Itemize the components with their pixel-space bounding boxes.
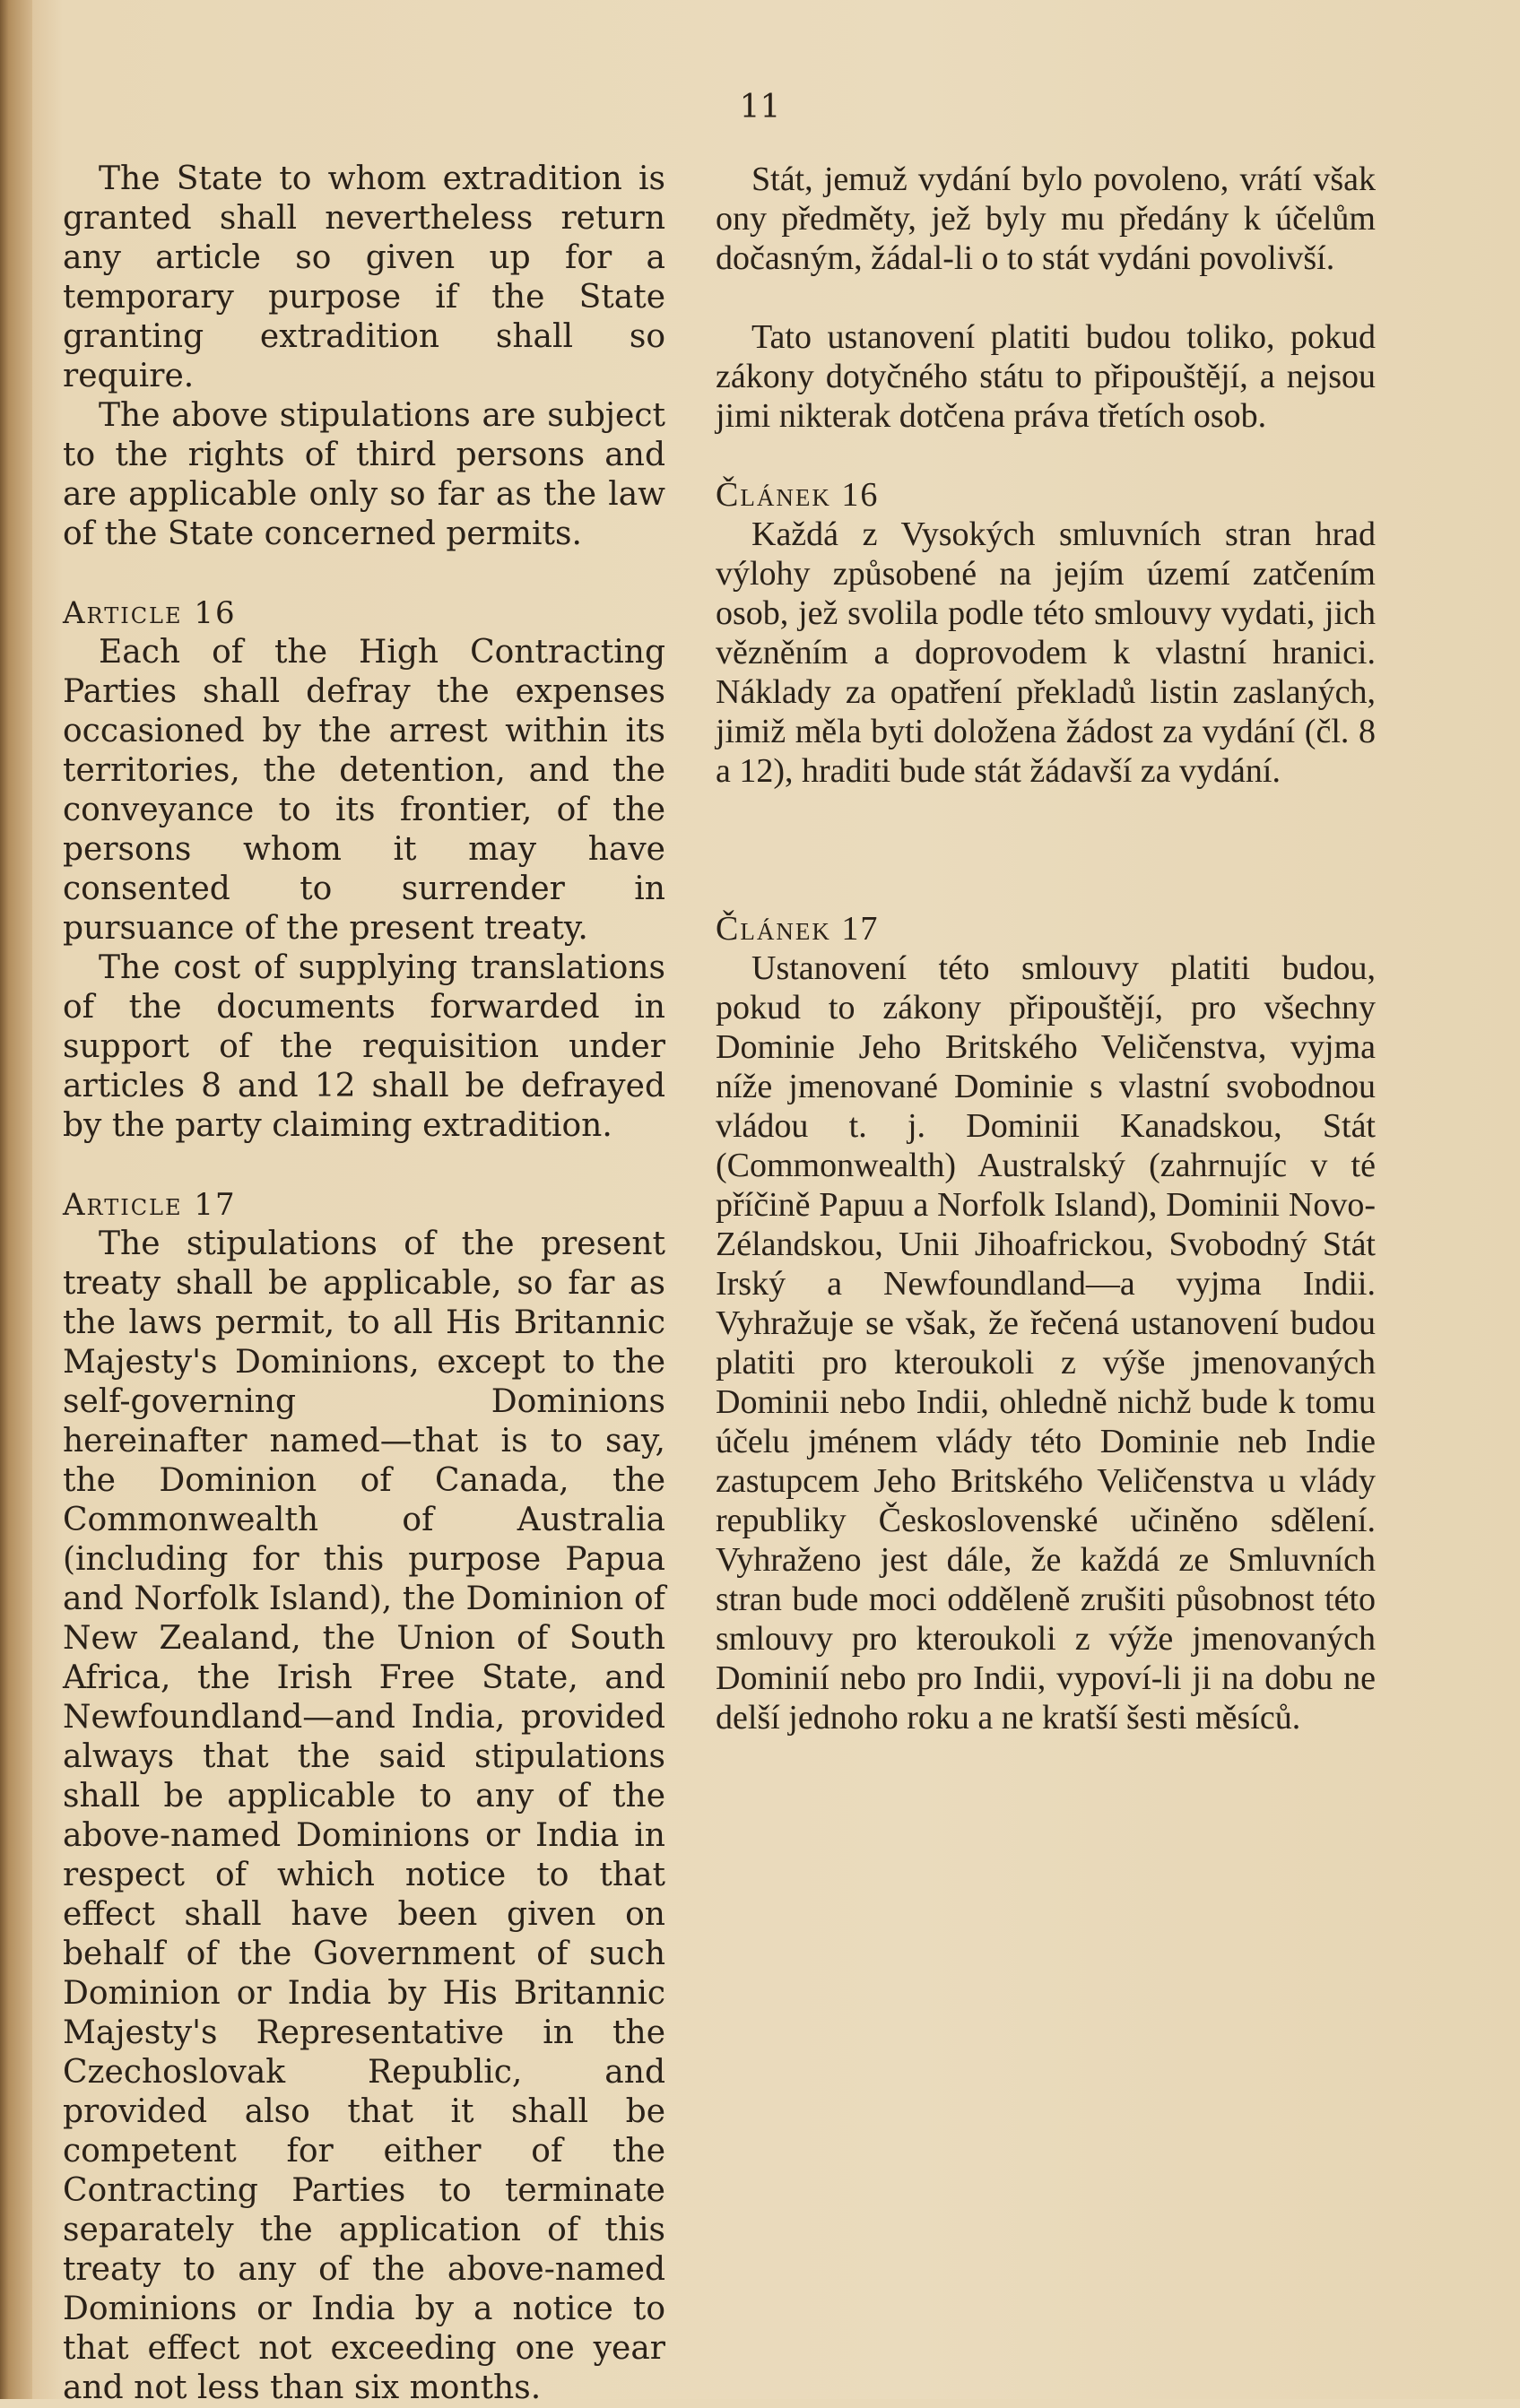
czech-article-16-paragraph-1: Každá z Vysokých smluvních stran hrad výlohy způsobené na jejím území zatčením osob, jež svolila podle této smlouvy vydati, jich vězněním a doprovodem k vlastní hranici. Náklady za opatření překladů listin zaslaných, jimiž měla byti doložena žádost za vydání (čl. 8 a 12), hraditi bude stát žádavší za vydání.	[716, 515, 1376, 790]
english-article-15-paragraph-2: The above stipulations are subject to the rights of third persons and are applicable only so far as the law of the State concerned permits.	[63, 397, 665, 552]
english-article-16-paragraph-2: The cost of supplying translations of the documents forwarded in support of the requisition under articles 8 and 12 shall be defrayed by the party claiming extradition.	[63, 949, 665, 1144]
book-binding-edge	[0, 0, 32, 2399]
czech-column	[716, 160, 1376, 1737]
czech-article-16-heading: Článek 16	[716, 476, 880, 514]
czech-article-17-heading: Článek 17	[716, 910, 880, 948]
english-article-15-paragraph-1: The State to whom extradition is granted shall nevertheless return any article so given up for a temporary purpose if the State granting extradition shall so require.	[63, 160, 665, 394]
czech-article-15-paragraph-2: Tato ustanovení platiti budou toliko, pokud zákony dotyčného státu to připouštějí, a nejsou jimi nikterak dotčena práva třetích osob.	[716, 318, 1376, 435]
english-article-17-heading: Article 17	[63, 1187, 237, 1223]
czech-article-17-paragraph-1: Ustanovení této smlouvy platiti budou, pokud to zákony připouštějí, pro všechny Dominie Jeho Britského Veličenstva, vyjma níže jmenované Dominie s vlastní svobodnou vládou t. j. Dominii Kanadskou, Stát (Commonwealth) Australský (zahrnujíc v té příčině Papuu a Norfolk Island), Dominii Novo-Zélandskou, Unii Jihoafrickou, Svobodný Stát Irský a Newfoundland—a vyjma Indii. Vyhražuje se však, že řečená ustanovení budou platiti pro kteroukoli z výše jmenovaných Dominii nebo Indii, ohledně nichž bude k tomu účelu jménem vlády této Dominie neb Indie zastupcem Jeho Britského Veličenstva u vlády republiky Československé učiněno sdělení. Vyhraženo jest dále, že každá ze Smluvních stran bude moci odděleně zrušiti působnost této smlouvy pro kteroukoli z výže jmenovaných Dominií nebo pro Indii, vypoví-li ji na dobu ne delší jednoho roku a ne kratší šesti měsíců.	[716, 949, 1376, 1737]
page-number: 11	[739, 89, 781, 126]
english-article-16-heading: Article 16	[63, 595, 237, 631]
english-column	[63, 160, 665, 2408]
english-article-17-paragraph-1: The stipulations of the present treaty shall be applicable, so far as the laws permit, to all His Britannic Majesty's Dominions, except to the self-governing Dominions hereinafter named—that is to say, the Dominion of Canada, the Commonwealth of Australia (including for this purpose Papua and Norfolk Island), the Dominion of New Zealand, the Union of South Africa, the Irish Free State, and Newfoundland—and India, provided always that the said stipulations shall be applicable to any of the above-named Dominions or India in respect of which notice to that effect shall have been given on behalf of the Government of such Dominion or India by His Britannic Majesty's Representative in the Czechoslovak Republic, and provided also that it shall be competent for either of the Contracting Parties to terminate separately the application of this treaty to any of the above-named Dominions or India by a notice to that effect not exceeding one year and not less than six months.	[63, 1226, 665, 2406]
english-article-16-paragraph-1: Each of the High Contracting Parties shall defray the expenses occasioned by the arrest within its territories, the detention, and the conveyance to its frontier, of the persons whom it may have consented to surrender in pursuance of the present treaty.	[63, 634, 665, 947]
czech-article-15-paragraph-1: Stát, jemuž vydání bylo povoleno, vrátí však ony předměty, jež byly mu předány k účelům dočasným, žádal-li o to stát vydáni povolivší.	[716, 160, 1376, 277]
